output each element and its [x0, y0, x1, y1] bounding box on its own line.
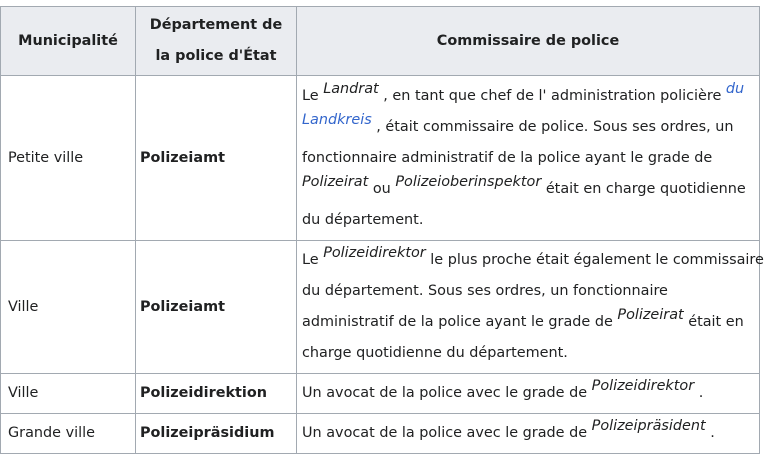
cell-municipality: Petite ville	[1, 76, 136, 241]
text-fragment: Le	[302, 252, 324, 268]
link-du-landkreis[interactable]: du	[725, 80, 745, 97]
cell-municipality: Ville	[1, 374, 136, 414]
text-fragment: .	[705, 425, 715, 441]
text-fragment: , était commissaire de police. Sous ses ordres, un	[371, 118, 734, 135]
cell-municipality: Ville	[1, 241, 136, 374]
text-fragment: administratif de la police ayant le grade de	[302, 314, 618, 330]
text-fragment: .	[694, 385, 704, 401]
text-fragment: ou	[368, 180, 396, 197]
term-polizeidirektor: Polizeidirektor	[323, 245, 426, 261]
term-polizeirat: Polizeirat	[302, 173, 369, 190]
police-table	[0, 6, 764, 454]
text-fragment: Un avocat de la police avec le grade de	[302, 385, 592, 401]
table-header-row	[1, 7, 760, 76]
cell-commissioner	[297, 241, 764, 374]
text-fragment: Le	[302, 87, 324, 104]
cell-department: Polizeipräsidium	[136, 414, 297, 454]
term-landrat: Landrat	[323, 80, 379, 97]
cell-municipality: Grande ville	[1, 414, 136, 454]
term-polizeirat: Polizeirat	[617, 307, 684, 323]
table-row	[1, 241, 760, 374]
cell-commissioner	[297, 414, 760, 454]
text-line: charge quotidienne du département.	[302, 345, 568, 361]
cell-department: Polizeiamt	[136, 241, 297, 374]
header-department[interactable]: Département de la police d'État	[136, 7, 297, 76]
term-polizeiprasident: Polizeipräsident	[591, 418, 706, 434]
text-line: du département.	[302, 211, 424, 228]
cell-commissioner	[297, 374, 760, 414]
text-fragment: le plus proche était également le commissaire	[425, 252, 764, 268]
table-row	[1, 414, 760, 454]
text-fragment: , en tant que chef de l' administration policière	[378, 87, 726, 104]
text-line: du département. Sous ses ordres, un fonctionnaire	[302, 283, 668, 299]
text-fragment: Un avocat de la police avec le grade de	[302, 425, 592, 441]
header-municipality[interactable]: Municipalité	[1, 7, 136, 76]
text-line	[302, 112, 753, 143]
text-fragment: était en	[683, 314, 744, 330]
term-polizeioberinspektor: Polizeioberinspektor	[395, 173, 542, 190]
cell-department: Polizeidirektion	[136, 374, 297, 414]
text-line	[302, 81, 753, 112]
cell-commissioner	[297, 76, 760, 241]
text-line	[302, 307, 753, 338]
text-line	[302, 245, 764, 276]
table-row	[1, 76, 760, 241]
header-commissioner[interactable]: Commissaire de police	[297, 7, 760, 76]
link-landkreis[interactable]: Landkreis	[302, 111, 372, 128]
table-row	[1, 374, 760, 414]
text-line	[302, 174, 753, 205]
cell-department: Polizeiamt	[136, 76, 297, 241]
text-line: fonctionnaire administratif de la police ayant le grade de	[302, 149, 713, 166]
text-fragment: était en charge quotidienne	[541, 180, 746, 197]
term-polizeidirektor: Polizeidirektor	[591, 378, 695, 394]
